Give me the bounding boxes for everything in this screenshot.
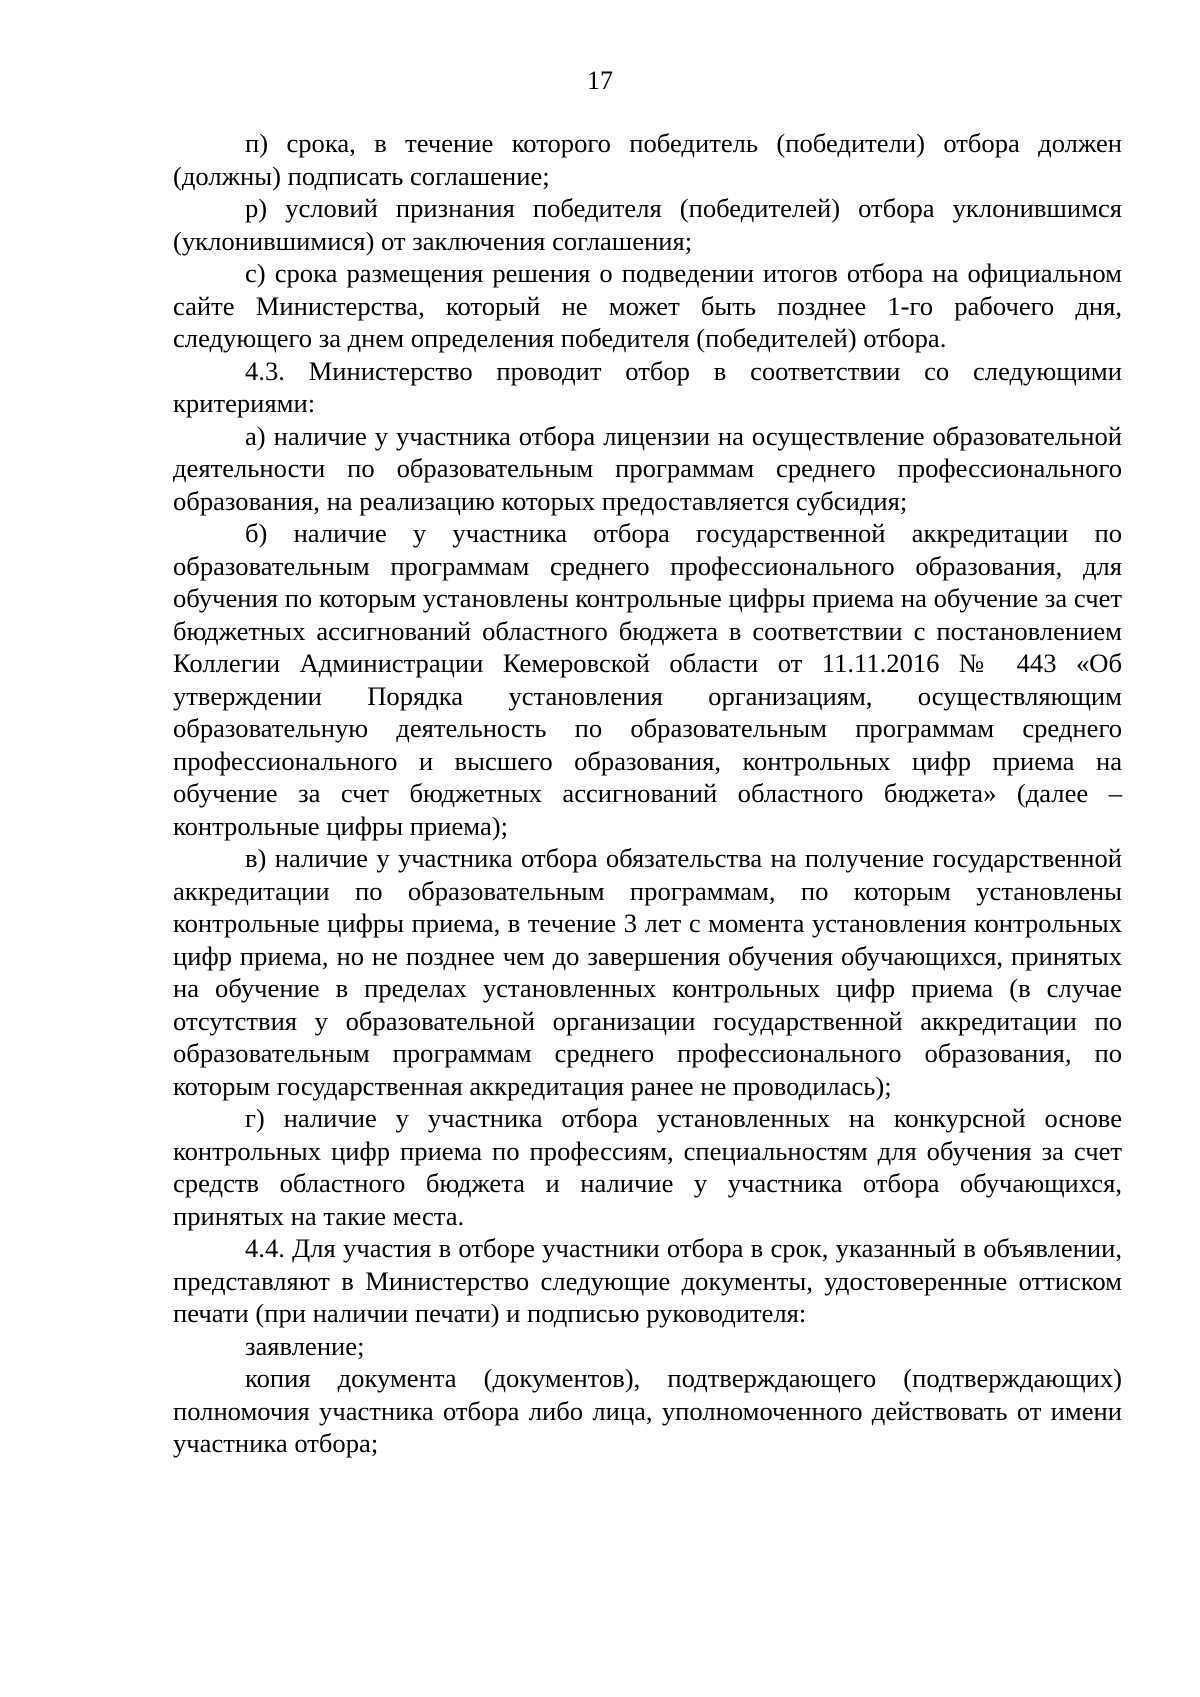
paragraph-4-3-criteria: 4.3. Министерство проводит отбор в соответствии со следующими критериями: [173, 355, 1122, 418]
paragraph-b-accreditation: б) наличие у участника отбора государственной аккредитации по образовательным программам среднего профессионального образования, для обучения по которым установлены контрольные цифры приема на обучение за счет бюджетных ассигнований областного бюджета в соответствии с постановлением Коллегии Администрации Кемеровской области от 11.11.2016 № 443 «Об утверждении Порядка установления организациям, осуществляющим образовательную деятельность по образовательным программам среднего профессионального и высшего образования, контрольных цифр приема на обучение за счет бюджетных ассигнований областного бюджета» (далее – контрольные цифры приема); [173, 518, 1122, 841]
document-body [173, 127, 1122, 1460]
paragraph-p-signing-deadline: п) срока, в течение которого победитель (победители) отбора должен (должны) подписать соглашение; [173, 128, 1122, 191]
paragraph-g-admission-figures: г) наличие у участника отбора установленных на конкурсной основе контрольных цифр приема по профессиям, специальностям для обучения за счет средств областного бюджета и наличие у участника отбора обучающихся, принятых на такие места. [173, 1103, 1122, 1231]
paragraph-s-publication-deadline: с) срока размещения решения о подведении итогов отбора на официальном сайте Министерства, который не может быть позднее 1-го рабочего дня, следующего за днем определения победителя (победителей) отбора. [173, 258, 1122, 353]
paragraph-4-4-documents: 4.4. Для участия в отборе участники отбора в срок, указанный в объявлении, представляют в Министерство следующие документы, удостоверенные оттиском печати (при наличии печати) и подписью руководителя: [173, 1233, 1122, 1328]
paragraph-authority-copy: копия документа (документов), подтверждающего (подтверждающих) полномочия участника отбора либо лица, уполномоченного действовать от имени участника отбора; [173, 1363, 1122, 1458]
paragraph-application: заявление; [245, 1330, 365, 1361]
paragraph-r-evasion-conditions: р) условий признания победителя (победителей) отбора уклонившимся (уклонившимися) от заключения соглашения; [173, 193, 1122, 256]
paragraph-v-accreditation-obligation: в) наличие у участника отбора обязательства на получение государственной аккредитации по образовательным программам, по которым установлены контрольные цифры приема, в течение 3 лет с момента установления контрольных цифр приема, но не позднее чем до завершения обучения обучающихся, принятых на обучение в пределах установленных контрольных цифр приема (в случае отсутствия у образовательной организации государственной аккредитации по образовательным программам среднего профессионального образования, по которым государственная аккредитация ранее не проводилась); [173, 843, 1122, 1101]
paragraph-a-license: а) наличие у участника отбора лицензии на осуществление образовательной деятельности по образовательным программам среднего профессионального образования, на реализацию которых предоставляется субсидия; [173, 420, 1122, 516]
page-number: 17 [587, 66, 613, 95]
